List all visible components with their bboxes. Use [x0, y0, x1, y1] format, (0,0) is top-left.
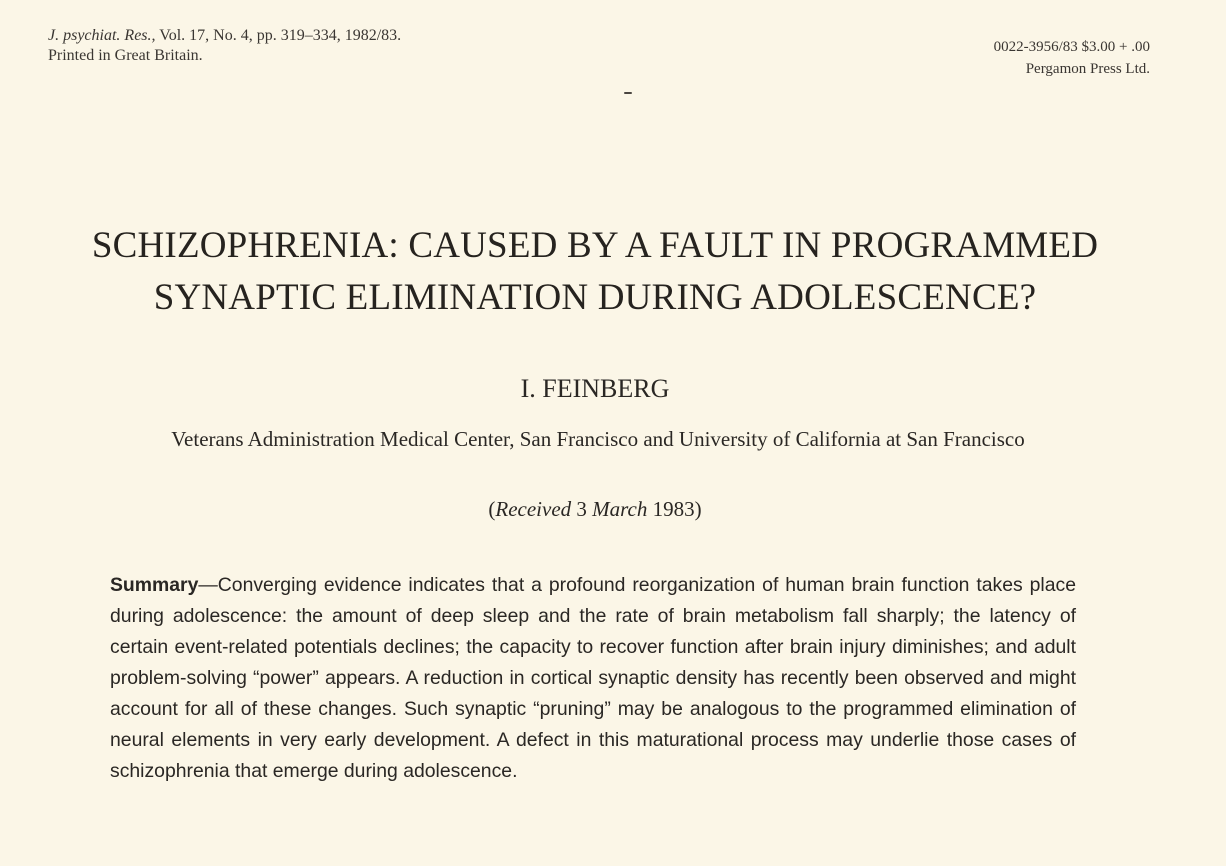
received-paren: (	[488, 497, 496, 521]
abstract	[110, 570, 1076, 787]
received-month: March	[592, 497, 648, 521]
summary-label: Summary	[110, 574, 199, 596]
received-label: Received	[495, 497, 572, 521]
article-title	[0, 220, 1190, 324]
issn-code: 0022-3956/83 $3.00 + .00	[993, 39, 1150, 55]
title-line-2: SYNAPTIC ELIMINATION DURING ADOLESCENCE?	[153, 277, 1037, 318]
publisher-header	[994, 36, 1150, 80]
printed-in: Printed in Great Britain.	[48, 47, 203, 64]
author-surname: EINBERG	[556, 374, 670, 403]
title-line-1: SCHIZOPHRENIA: CAUSED BY A FAULT IN PROGRAMMED	[91, 225, 1099, 266]
volume-info: Vol. 17, No. 4, pp. 319–334, 1982/83.	[155, 27, 402, 44]
received-day: 3	[571, 497, 593, 521]
received-date	[0, 494, 1190, 524]
affiliation: Veterans Administration Medical Center, San Francisco and University of California at San Francisco	[171, 427, 1025, 451]
author-initial: I. F	[520, 374, 557, 403]
citation-line	[48, 26, 401, 46]
author	[0, 372, 1190, 406]
summary-text: —Converging evidence indicates that a profound reorganization of human brain function takes place during adolescence: the amount of deep sleep and the rate of brain metabolism fall sharply; the latency of certain event-related potentials declines; the capacity to recover function after brain injury diminishes; and adult problem-solving “power” appears. A reduction in cortical synaptic density has recently been observed and might account for all of these changes. Such synaptic “pruning” may be analogous to the programmed elimination of neural elements in very early development. A defect in this maturational process may underlie those cases of schizophrenia that emerge during adolescence.	[110, 574, 1076, 782]
received-year: 1983)	[647, 497, 702, 521]
citation-header	[48, 26, 401, 66]
publisher-name: Pergamon Press Ltd.	[1025, 61, 1150, 77]
journal-name: J. psychiat. Res.,	[48, 27, 156, 44]
print-speck	[624, 92, 632, 94]
